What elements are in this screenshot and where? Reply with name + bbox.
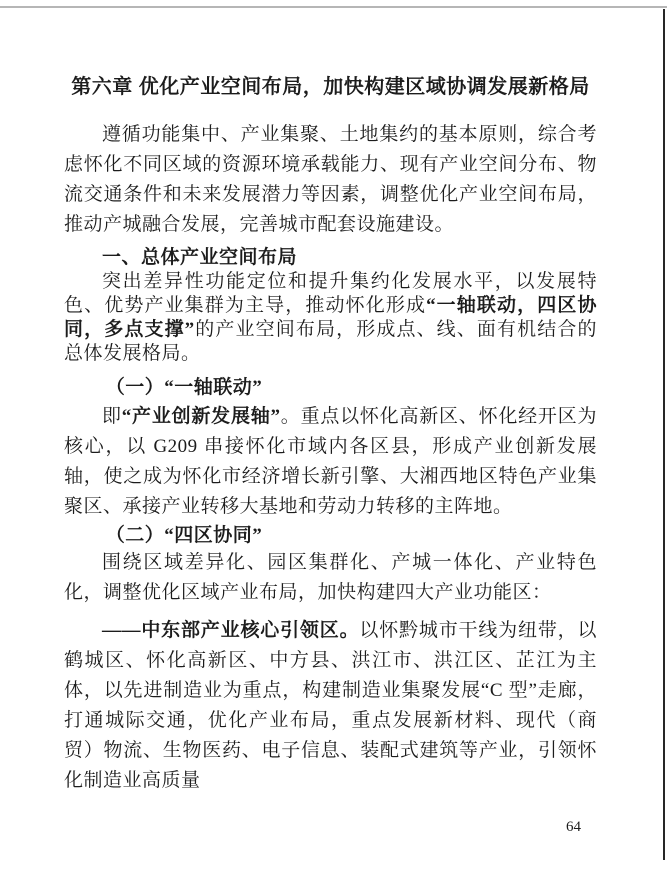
- page-number: 64: [566, 819, 581, 835]
- paragraph-central-east-zone: [64, 616, 597, 796]
- paragraph-four-zones-intro: 围绕区域差异化、园区集群化、产城一体化、产业特色化，调整优化区域产业布局，加快构建四大产业功能区：: [64, 552, 597, 603]
- section-heading-overall-layout: 一、总体产业空间布局: [102, 247, 298, 268]
- paragraph-overall-run-1: 突出差异性功能定位和提升集约化发展水平，以发展特色、优势产业集群为主导，推动怀化形成: [64, 271, 597, 316]
- subsection-heading-four-zones: （二）“四区协同”: [105, 525, 263, 546]
- paragraph-central-east-bold-lead: ——中东部产业核心引领区。: [102, 620, 360, 641]
- paragraph-one-axis-run-1: 即: [102, 406, 122, 427]
- paragraph-overall-run-2: 的产业空间布局，形成点、线、面有机结合的总体发展格局。: [64, 319, 597, 364]
- scan-right-edge-line: [663, 9, 665, 860]
- paragraph-one-axis: [64, 402, 597, 522]
- paragraph-overall-layout: [64, 270, 597, 366]
- document-content: [64, 74, 597, 796]
- paragraph-one-axis-run-2: 。重点以怀化高新区、怀化经开区为核心，以 G209 串接怀化市域内各区县，形成产业创新发展轴，使之成为怀化市经济增长新引擎、大湘西地区特色产业集聚区、承接产业转移大基地和劳动力转移的主阵地。: [64, 406, 597, 517]
- subsection-heading-one-axis: （一）“一轴联动”: [105, 377, 263, 398]
- paragraph-overall-bold-slogan: “一轴联动，四区协同，多点支撑”: [64, 295, 597, 340]
- scan-top-edge-line: [0, 6, 667, 8]
- paragraph-one-axis-bold-term: “产业创新发展轴”: [121, 406, 281, 427]
- chapter-title: 第六章 优化产业空间布局，加快构建区域协调发展新格局: [71, 76, 590, 98]
- paragraph-central-east-run-1: 以怀黔城市干线为纽带，以鹤城区、怀化高新区、中方县、洪江市、洪江区、芷江为主体，以先进制造业为重点，构建制造业集聚发展“C 型”走廊，打通城际交通，优化产业布局，重点发展新材料、现代（商贸）物流、生物医药、电子信息、装配式建筑等产业，引领怀化制造业高质量: [64, 620, 597, 791]
- paragraph-intro: 遵循功能集中、产业集聚、土地集约的基本原则，综合考虑怀化不同区域的资源环境承载能力、现有产业空间分布、物流交通条件和未来发展潜力等因素，调整优化产业空间布局，推动产城融合发展，完善城市配套设施建设。: [64, 124, 597, 235]
